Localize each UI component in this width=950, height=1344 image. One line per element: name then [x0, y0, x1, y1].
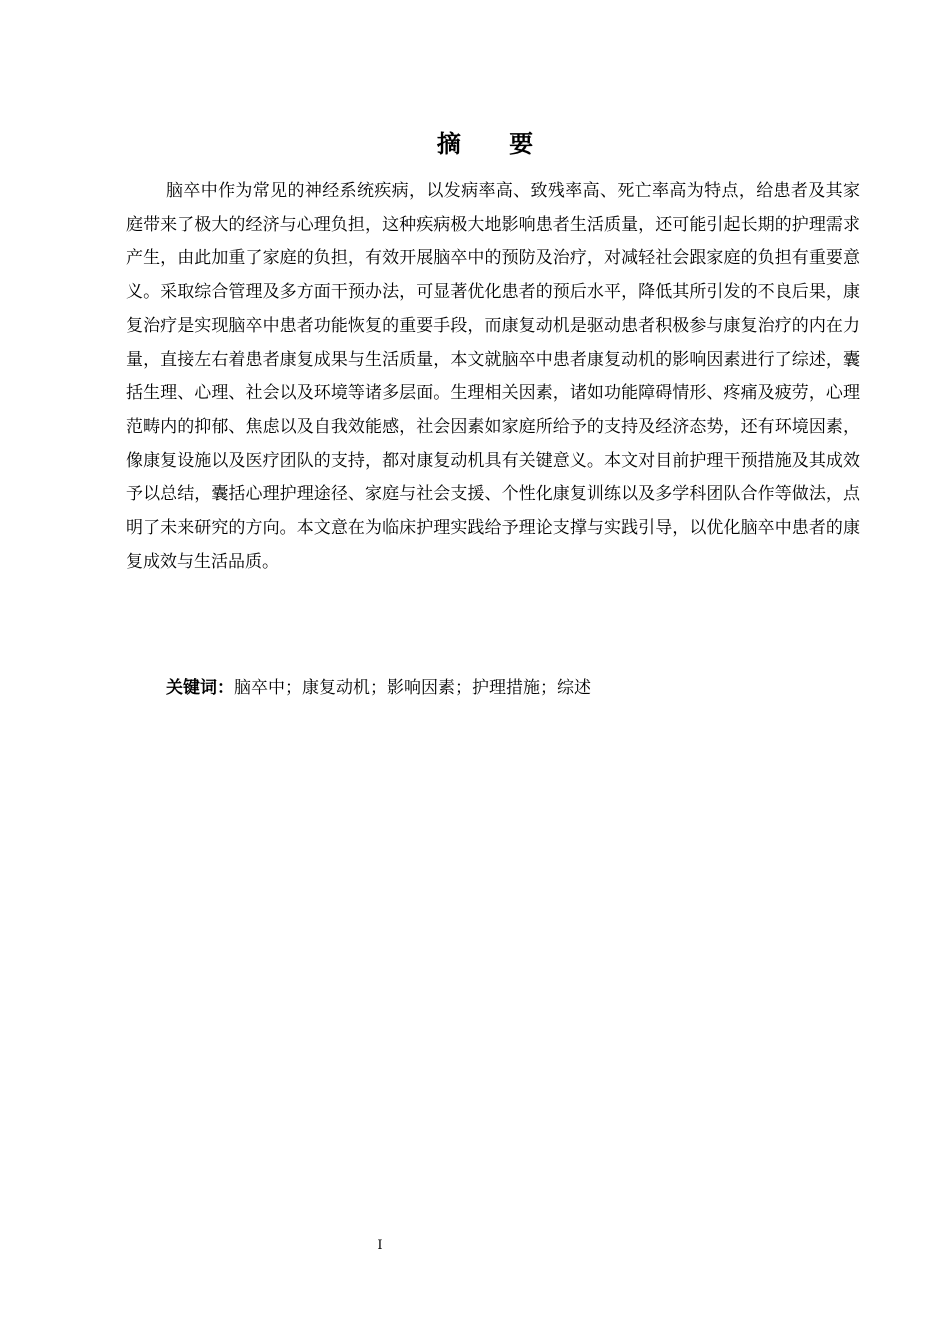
- page-title: 摘 要: [436, 130, 554, 158]
- keywords-list: 脑卒中；康复动机；影响因素；护理措施；综述: [234, 678, 591, 698]
- keywords-label: 关键词：: [166, 678, 234, 698]
- abstract-paragraph: 脑卒中作为常见的神经系统疾病，以发病率高、致残率高、死亡率高为特点，给患者及其家庭带来了极大的经济与心理负担，这种疾病极大地影响患者生活质量，还可能引起长期的护理需求产生，由此加重了家庭的负担，有效开展脑卒中的预防及治疗，对减轻社会跟家庭的负担有重要意义。采取综合管理及多方面干预办法，可显著优化患者的预后水平，降低其所引发的不良后果，康复治疗是实现脑卒中患者功能恢复的重要手段，而康复动机是驱动患者积极参与康复治疗的内在力量，直接左右着患者康复成果与生活质量，本文就脑卒中患者康复动机的影响因素进行了综述，囊括生理、心理、社会以及环境等诸多层面。生理相关因素，诸如功能障碍情形、疼痛及疲劳，心理范畴内的抑郁、焦虑以及自我效能感，社会因素如家庭所给予的支持及经济态势，还有环境因素，像康复设施以及医疗团队的支持，都对康复动机具有关键意义。本文对目前护理干预措施及其成效予以总结，囊括心理护理途径、家庭与社会支援、个性化康复训练以及多学科团队合作等做法，点明了未来研究的方向。本文意在为临床护理实践给予理论支撑与实践引导，以优化脑卒中患者的康复成效与生活品质。: [126, 181, 860, 572]
- page-number: I: [377, 1238, 383, 1253]
- keywords-line: [166, 674, 591, 702]
